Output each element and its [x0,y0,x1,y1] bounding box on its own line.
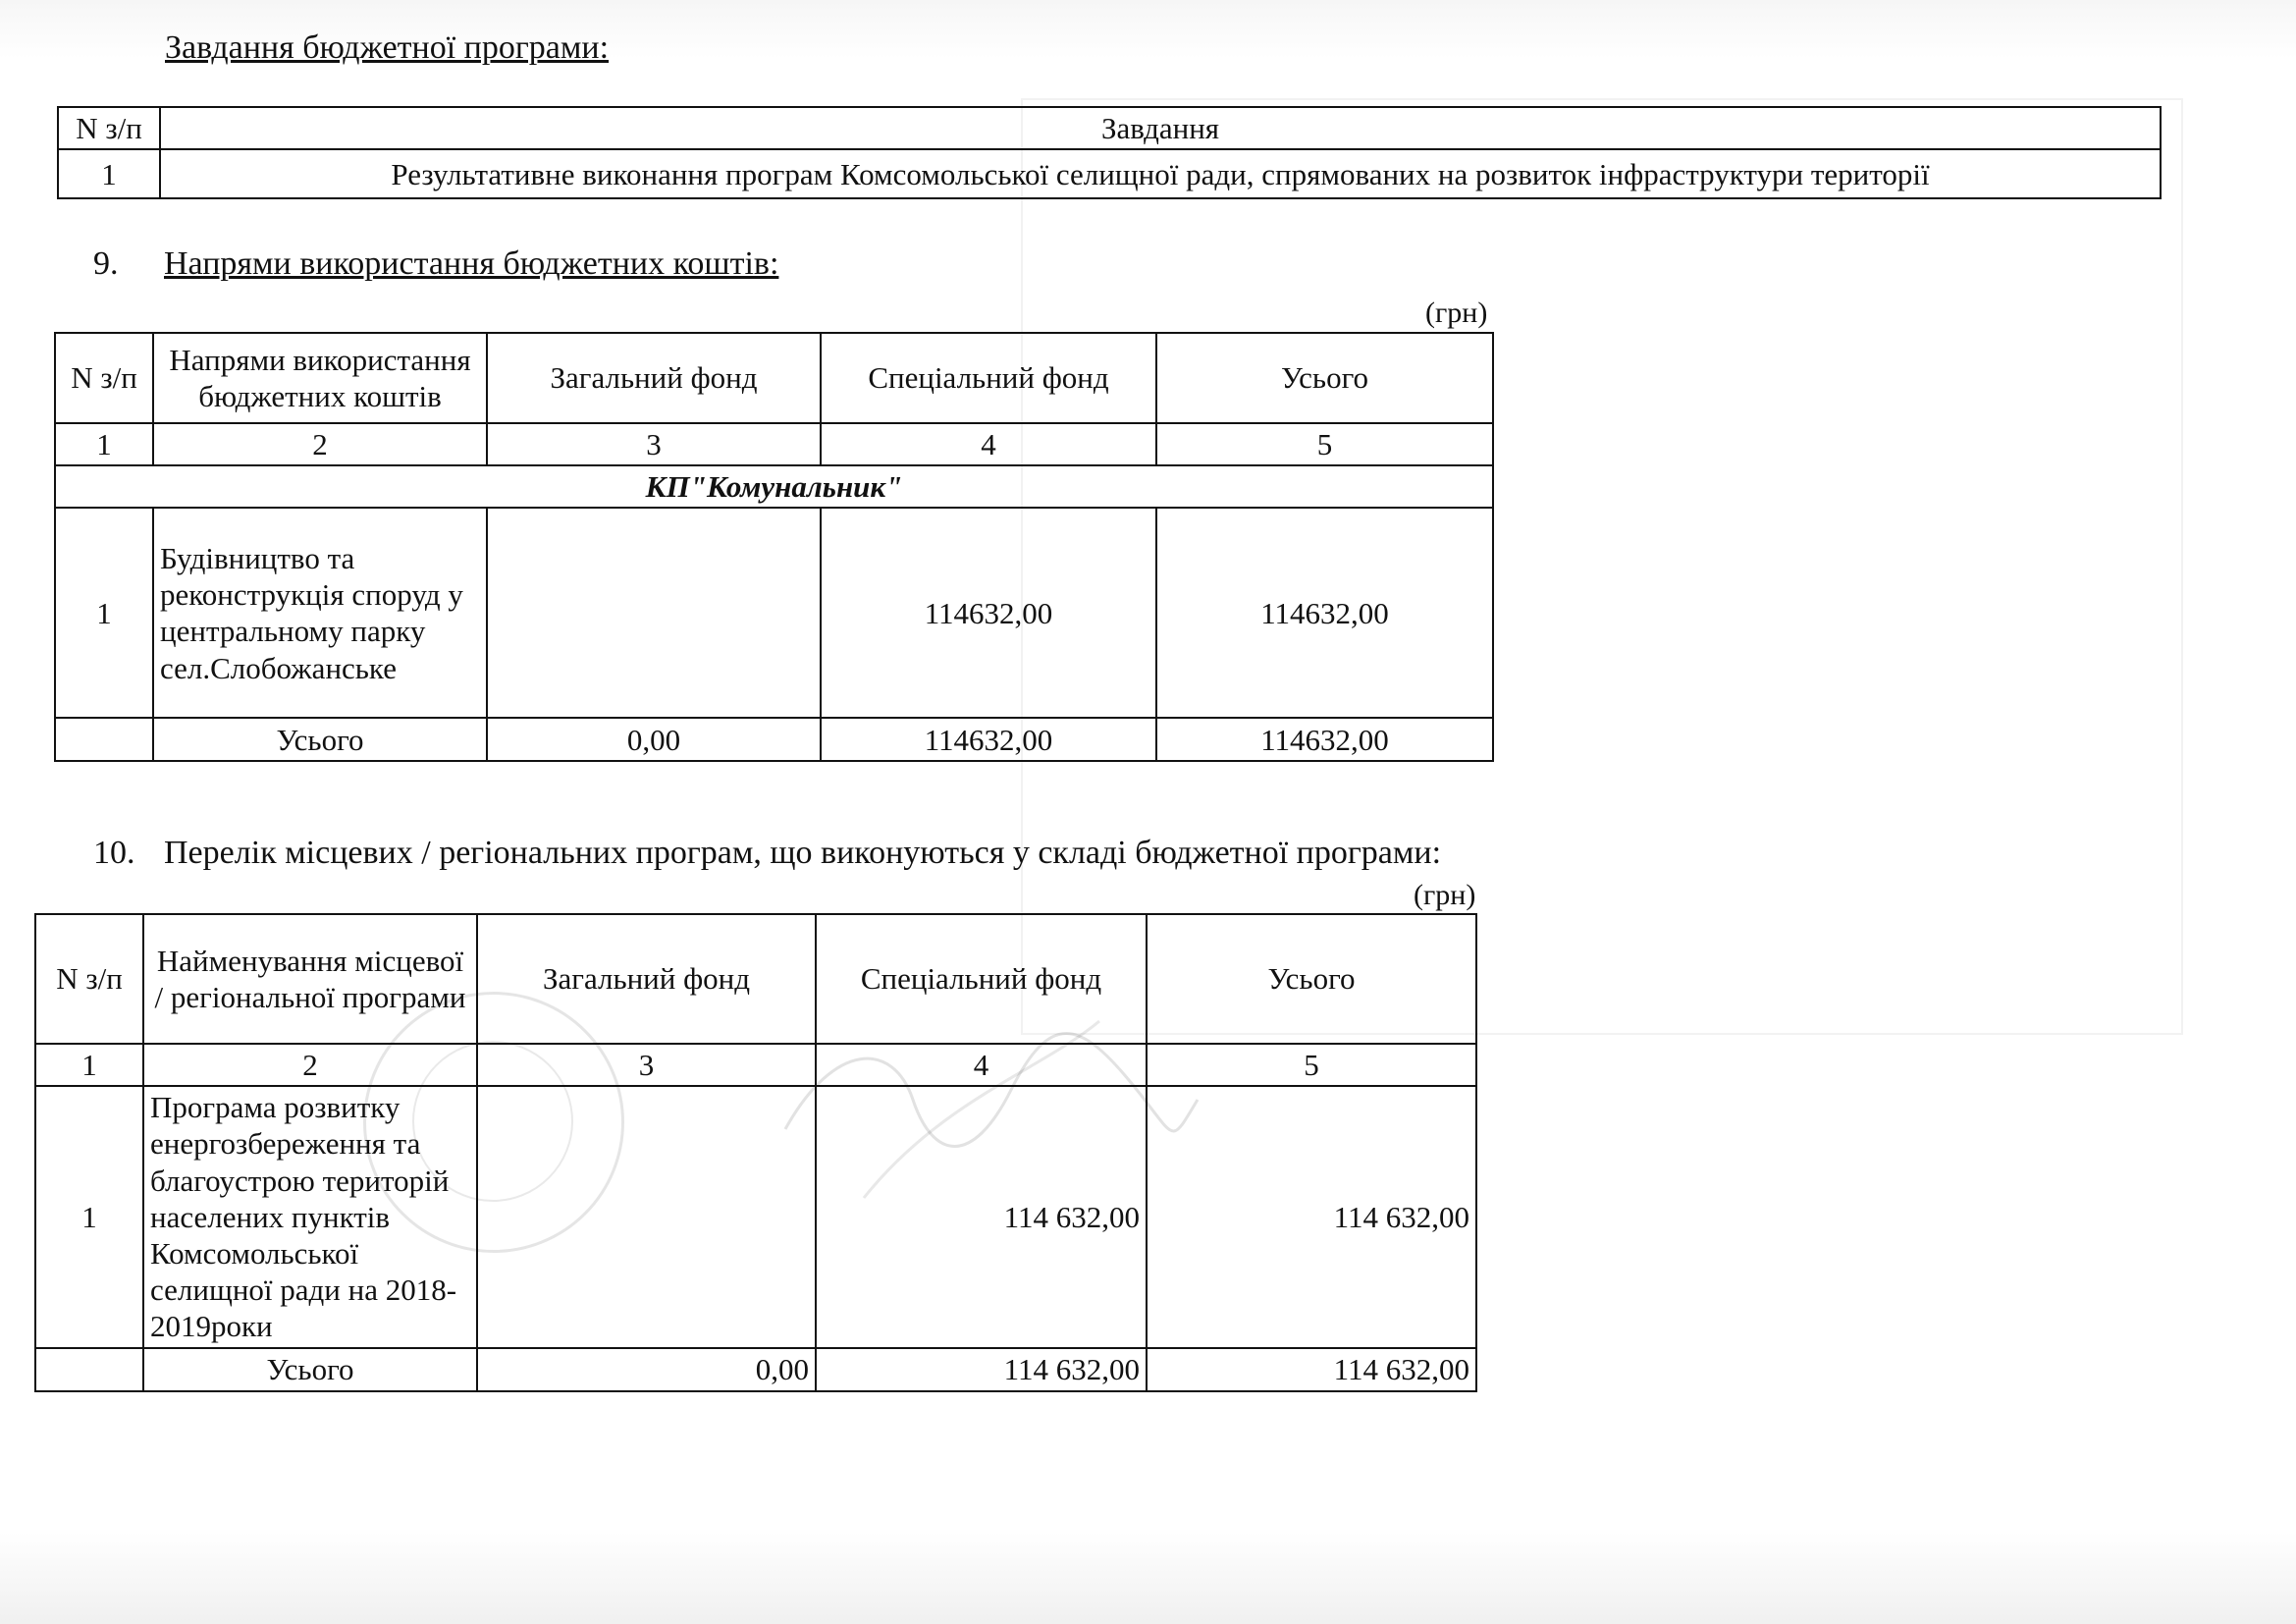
table-row [35,1086,1476,1347]
total-general-fund: 0,00 [477,1348,816,1391]
cell-general-fund [477,1086,816,1347]
total-sum: 114 632,00 [1147,1348,1476,1391]
tasks-table [57,106,2162,199]
total-sum: 114632,00 [1156,718,1493,761]
col-header-task: Завдання [160,107,2161,149]
col-header-number: N з/п [58,107,160,149]
directions-heading [93,245,778,283]
currency-unit: (грн) [1414,879,1476,911]
table-header-row [35,914,1476,1044]
total-special-fund: 114632,00 [821,718,1156,761]
tasks-heading-text: Завдання бюджетної програми: [165,29,610,66]
table-header-row [58,107,2161,149]
col-header-program-name: Найменування місцевої / регіональної програми [143,914,477,1044]
col-header-general-fund: Загальний фонд [487,333,821,423]
programs-heading-text: Перелік місцевих / регіональних програм, що виконуються у складі бюджетної програми: [164,835,1442,871]
col-header-number: N з/п [55,333,153,423]
col-number-1: 1 [55,423,153,465]
cell-number: 1 [58,149,160,198]
cell-total: 114632,00 [1156,508,1493,718]
col-number-3: 3 [487,423,821,465]
organization-name: КП"Комунальник" [55,465,1493,508]
section-number: 9. [93,245,119,282]
directions-table [54,332,1494,762]
col-header-total: Усього [1156,333,1493,423]
total-label: Усього [153,718,487,761]
col-number-5: 5 [1156,423,1493,465]
col-header-special-fund: Спеціальний фонд [821,333,1156,423]
total-general-fund: 0,00 [487,718,821,761]
cell-special-fund: 114632,00 [821,508,1156,718]
cell-general-fund [487,508,821,718]
col-number-4: 4 [821,423,1156,465]
organization-subheader-row [55,465,1493,508]
col-header-total: Усього [1147,914,1476,1044]
table-row [55,508,1493,718]
col-number-2: 2 [153,423,487,465]
total-special-fund: 114 632,00 [816,1348,1147,1391]
col-number-3: 3 [477,1044,816,1086]
programs-heading [93,835,1441,872]
cell-empty [55,718,153,761]
total-row [55,718,1493,761]
table-header-row [55,333,1493,423]
cell-total: 114 632,00 [1147,1086,1476,1347]
col-number-1: 1 [35,1044,143,1086]
programs-table [34,913,1477,1392]
section-number: 10. [93,835,135,871]
cell-special-fund: 114 632,00 [816,1086,1147,1347]
directions-heading-text: Напрями використання бюджетних коштів: [164,245,779,282]
column-numbers-row [55,423,1493,465]
cell-program-name: Програма розвитку енергозбереження та благоустрою територій населених пунктів Комсомольської селищної ради на 2018-2019роки [143,1086,477,1347]
column-numbers-row [35,1044,1476,1086]
cell-number: 1 [55,508,153,718]
currency-unit: (грн) [1425,297,1488,329]
col-header-direction: Напрями використання бюджетних коштів [153,333,487,423]
col-header-general-fund: Загальний фонд [477,914,816,1044]
col-number-2: 2 [143,1044,477,1086]
tasks-heading [165,29,609,67]
cell-number: 1 [35,1086,143,1347]
col-header-special-fund: Спеціальний фонд [816,914,1147,1044]
cell-direction: Будівництво та реконструкція споруд у центральному парку сел.Слобожанське [153,508,487,718]
total-label: Усього [143,1348,477,1391]
cell-empty [35,1348,143,1391]
col-number-5: 5 [1147,1044,1476,1086]
total-row [35,1348,1476,1391]
cell-task: Результативне виконання програм Комсомольської селищної ради, спрямованих на розвиток інфраструктури території [160,149,2161,198]
col-number-4: 4 [816,1044,1147,1086]
table-row [58,149,2161,198]
col-header-number: N з/п [35,914,143,1044]
